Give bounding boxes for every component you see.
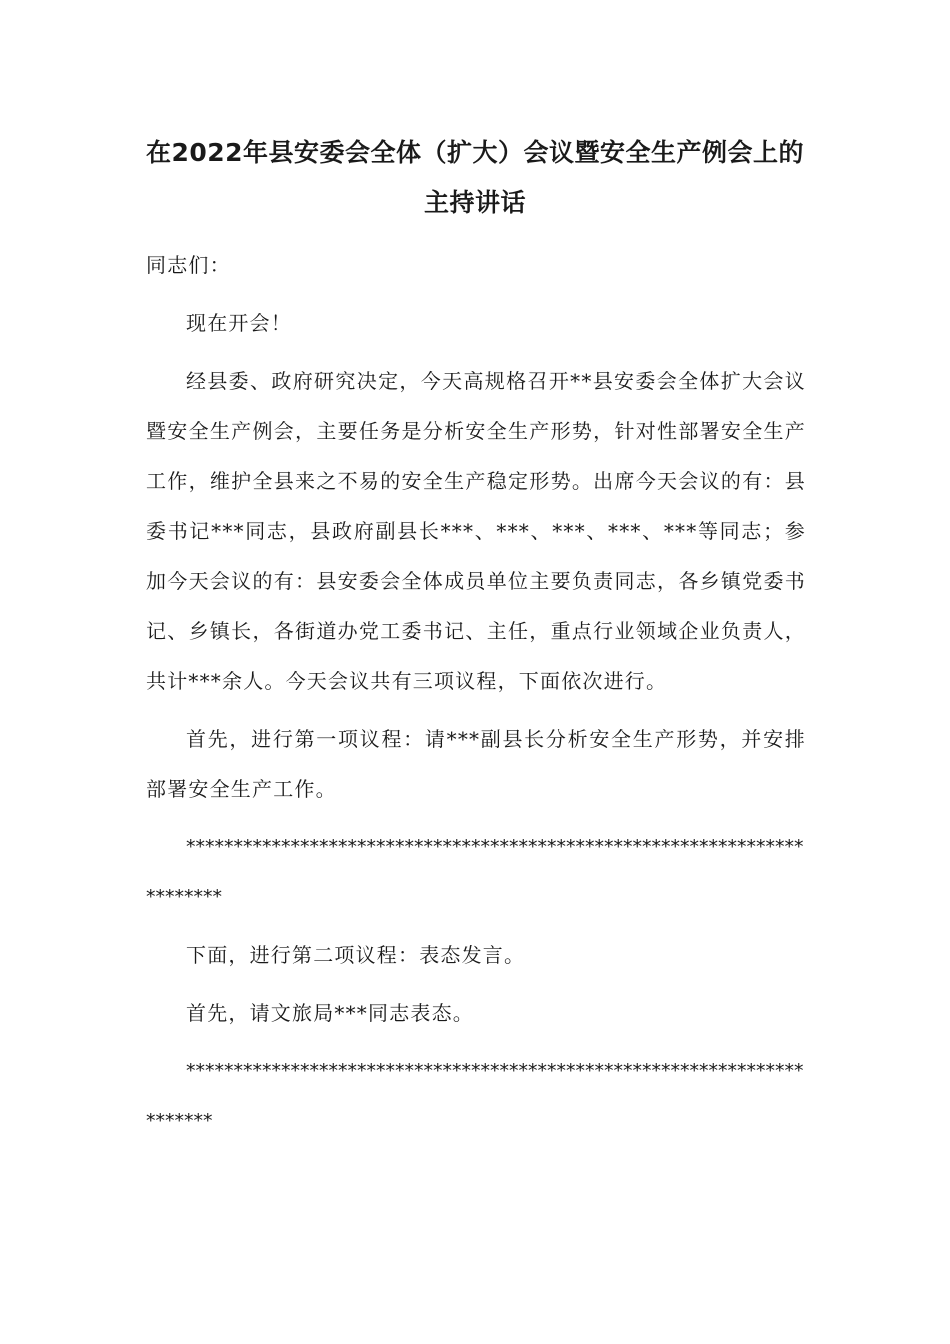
paragraph-agenda-two: 下面，进行第二项议程：表态发言。 <box>186 943 526 967</box>
paragraph-agenda-one: 首先，进行第一项议程：请***副县长分析安全生产形势，并安排部署安全生产工作。 <box>146 727 806 801</box>
redacted-placeholder: ************************************************************************ <box>146 1060 804 1132</box>
title-line-1: 在2022年县安委会全体（扩大）会议暨安全生产例会上的 <box>145 138 805 167</box>
document-body <box>146 240 806 1146</box>
salutation: 同志们： <box>146 253 231 277</box>
paragraph-introduction: 经县委、政府研究决定，今天高规格召开**县安委会全体扩大会议暨安全生产例会，主要任务是分析安全生产形势，针对性部署安全生产工作，维护全县来之不易的安全生产稳定形势。出席今天会议的有：县委书记***同志，县政府副县长***、***、***、***、***等同志；参加今天会议的有：县安委会全体成员单位主要负责同志，各乡镇党委书记、乡镇长，各街道办党工委书记、主任，重点行业领域企业负责人，共计***余人。今天会议共有三项议程，下面依次进行。 <box>146 369 806 693</box>
title-line-2: 主持讲话 <box>423 188 526 217</box>
redacted-placeholder: ************************************************************************* <box>146 836 804 908</box>
paragraph-open-meeting: 现在开会！ <box>186 311 292 335</box>
document-title <box>120 128 830 228</box>
paragraph-first-speaker: 首先，请文旅局***同志表态。 <box>186 1001 474 1025</box>
